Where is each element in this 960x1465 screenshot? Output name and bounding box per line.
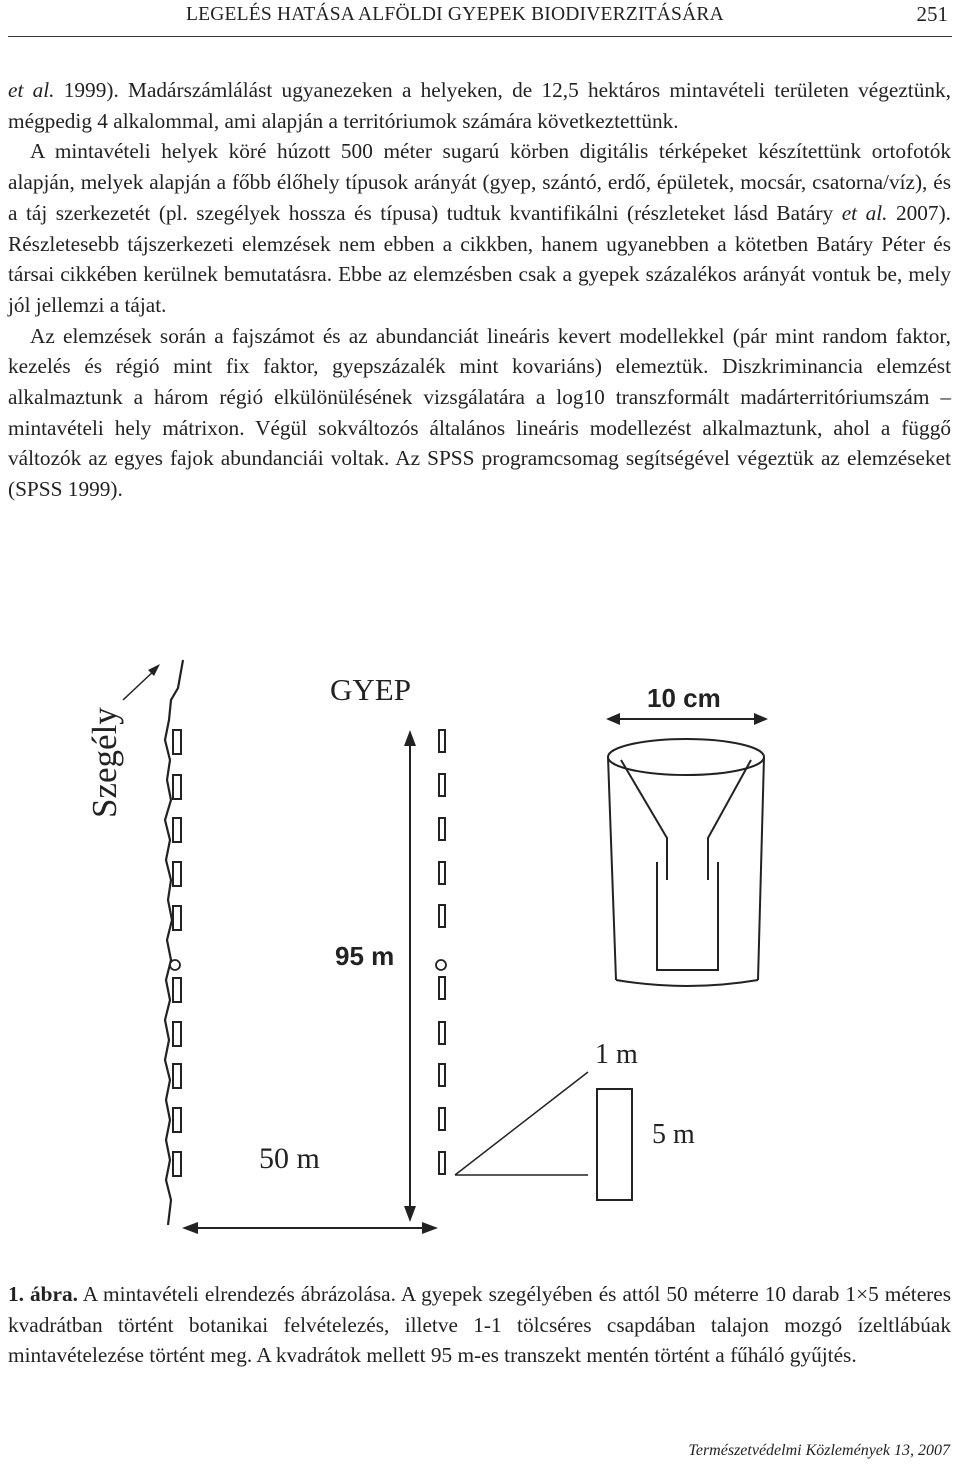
distance-arrowhead-left bbox=[182, 1222, 198, 1234]
edge-quadrat bbox=[173, 775, 181, 799]
edge-quadrat bbox=[173, 1064, 181, 1088]
width-arrowhead-right bbox=[754, 713, 768, 725]
paragraph-3 bbox=[8, 321, 951, 505]
transect-arrowhead-bottom bbox=[404, 1206, 416, 1222]
label-50m: 50 m bbox=[259, 1142, 320, 1175]
label-szegely: Szegély bbox=[85, 707, 124, 818]
interior-quadrat bbox=[439, 818, 445, 840]
edge-quadrat bbox=[173, 730, 181, 754]
label-95m: 95 m bbox=[335, 941, 395, 971]
paragraph-1-text: 1999). Madárszámlálást ugyanezeken a helyeken, de 12,5 hektáros mintavételi területen végeztünk, mégpedig 4 alkalommal, ami alapján a territóriumok számára következtettünk. bbox=[8, 78, 951, 133]
interior-quadrat bbox=[439, 774, 445, 796]
label-1m: 1 m bbox=[595, 1039, 638, 1070]
interior-quadrat bbox=[439, 1108, 445, 1130]
header-rule bbox=[8, 36, 952, 37]
trap-funnel-left bbox=[621, 760, 667, 880]
interior-quadrat bbox=[439, 1064, 445, 1086]
figure-caption bbox=[8, 1279, 951, 1371]
interior-quadrat bbox=[439, 730, 445, 752]
interior-pitfall-trap bbox=[436, 960, 446, 970]
running-head bbox=[0, 0, 960, 40]
journal-footer: Természetvédelmi Közlemények 13, 2007 bbox=[688, 1442, 950, 1459]
sampling-layout-diagram bbox=[0, 640, 960, 1260]
width-arrowhead-left bbox=[606, 713, 620, 725]
paragraph-2-text-b: 2007). Részletesebb tájszerkezeti elemzések nem ebben a cikkben, hanem ugyanebben a kötetben Batáry Péter és társai cikkében kerülnek bemutatásra. Ebbe az elemzésben csak a gyepek százalékos arányát vontuk be, mely jól jellemzi a tájat. bbox=[8, 200, 951, 317]
body-text bbox=[8, 75, 951, 505]
label-5m: 5 m bbox=[652, 1119, 695, 1150]
edge-pitfall-trap bbox=[170, 960, 180, 970]
paragraph-2-text-a: A mintavételi helyek köré húzott 500 méter sugarú körben digitális térképeket készítettünk ortofotók alapján, melyek alapján a főbb élőhely típusok arányát (gyep, szántó, erdő, épületek, mocsár, csatorna/víz), és a táj szerkezetét (pl. szegélyek hossza és típusa) tudtuk kvantifikálni (részleteket lásd Batáry bbox=[8, 139, 951, 225]
paragraph-3-text: Az elemzések során a fajszámot és az abundanciát lineáris kevert modellekkel (pár mint random faktor, kezelés és régió mint fix faktor, gyepszázalék mint kovariáns) elemeztük. Diszkriminancia elemzést alkalmaztunk a három régió elkülönülésének vizsgálatára a log10 transzformált madárterritóriumszám – mintavételi hely mátrixon. Végül sokváltozós általános lineáris modellezést alkalmaztunk, ahol a függő változók az egyes fajok abundanciái voltak. Az SPSS programcsomag segítségével végeztük az elemzéseket (SPSS 1999). bbox=[8, 323, 951, 502]
citation-etal: et al. bbox=[8, 78, 55, 102]
trap-funnel-right bbox=[708, 760, 751, 880]
interior-quadrats bbox=[439, 730, 445, 1174]
edge-quadrat bbox=[173, 1152, 181, 1176]
interior-quadrat bbox=[439, 1022, 445, 1044]
zoom-line bbox=[455, 1072, 588, 1175]
paragraph-2 bbox=[8, 136, 951, 320]
trap-cup-bottom bbox=[616, 980, 758, 986]
label-gyep: GYEP bbox=[330, 672, 411, 707]
edge-quadrat bbox=[173, 1022, 181, 1046]
edge-quadrat bbox=[173, 906, 181, 930]
sampling-layout-figure bbox=[0, 640, 960, 1260]
edge-quadrat bbox=[173, 1108, 181, 1132]
citation-etal-2: et al. bbox=[841, 200, 888, 225]
paragraph-1 bbox=[8, 75, 951, 136]
interior-quadrat bbox=[439, 977, 445, 999]
trap-cup-rim bbox=[608, 739, 764, 775]
quadrat-detail bbox=[597, 1089, 632, 1200]
edge-quadrats bbox=[173, 730, 181, 1176]
figure-caption-label: 1. ábra. bbox=[8, 1282, 78, 1306]
label-10cm: 10 cm bbox=[647, 683, 721, 713]
figure-caption-text: A mintavételi elrendezés ábrázolása. A gyepek szegélyében és attól 50 méterre 10 darab 1×5 méteres kvadrátban történt botanikai felvételezés, illetve 1-1 tölcséres csapdában talajon mozgó ízeltlábúak mintavételezése történt meg. A kvadrátok mellett 95 m-es transzekt mentén történt a fűháló gyűjtés. bbox=[8, 1282, 952, 1368]
pitfall-trap-detail bbox=[608, 739, 764, 986]
transect-arrowhead-top bbox=[404, 730, 416, 746]
distance-arrowhead-right bbox=[422, 1222, 438, 1234]
trap-cup-left-side bbox=[608, 757, 616, 980]
edge-quadrat bbox=[173, 818, 181, 842]
running-head-title: LEGELÉS HATÁSA ALFÖLDI GYEPEK BIODIVERZITÁSÁRA bbox=[186, 4, 724, 25]
edge-quadrat bbox=[173, 978, 181, 1002]
interior-quadrat bbox=[439, 905, 445, 927]
edge-quadrat bbox=[173, 862, 181, 886]
page-number: 251 bbox=[916, 2, 948, 26]
interior-quadrat bbox=[439, 862, 445, 884]
interior-quadrat bbox=[439, 1152, 445, 1174]
trap-cup-right-side bbox=[758, 757, 764, 980]
